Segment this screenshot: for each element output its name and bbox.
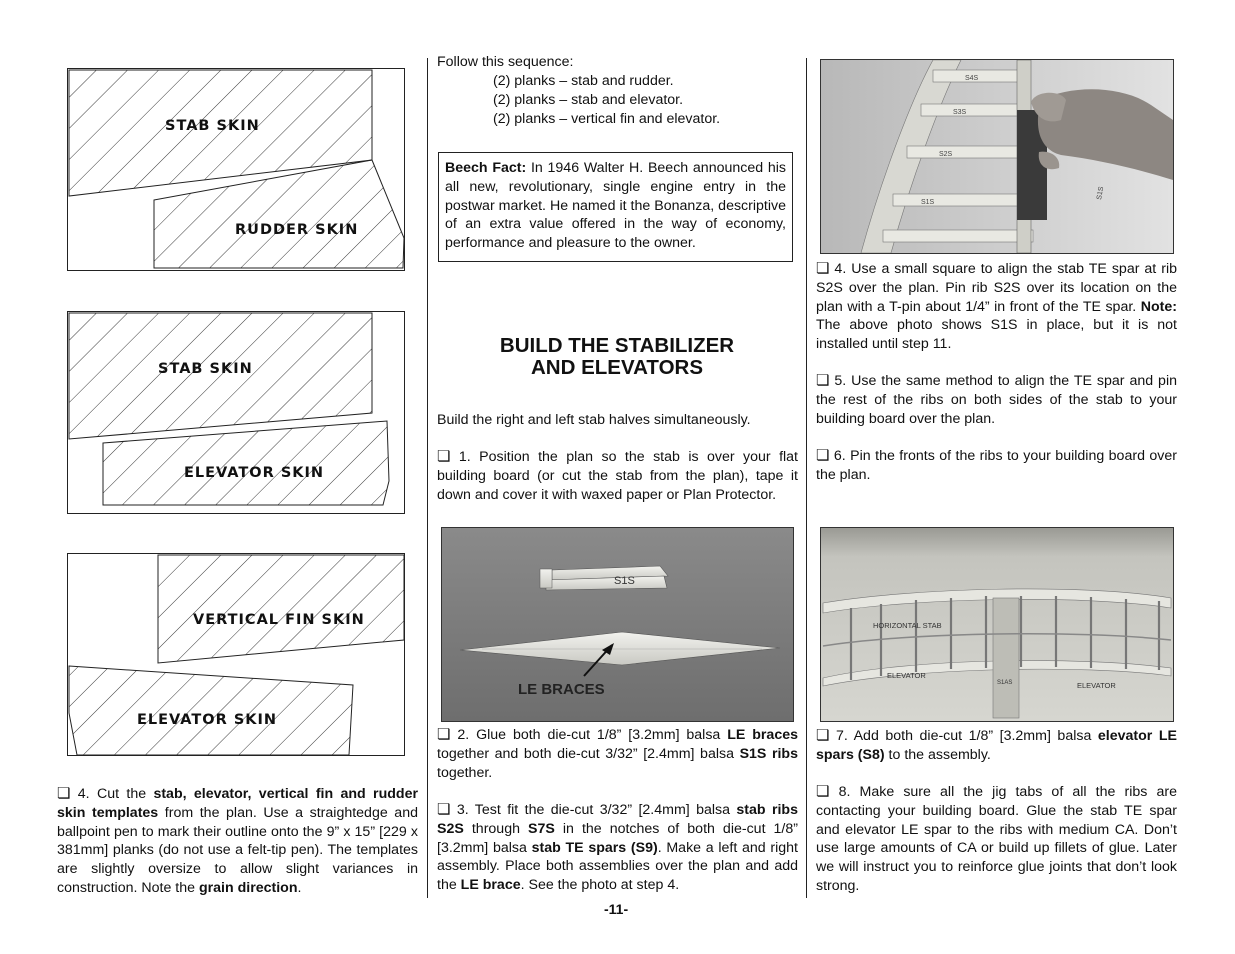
elevator-skin-label-2: ELEVATOR SKIN bbox=[137, 712, 278, 728]
photo-label-s1s-a: S1S bbox=[921, 199, 935, 206]
checkbox-step-8[interactable]: ❏ bbox=[816, 783, 830, 800]
photo-label-elevator-left: ELEVATOR bbox=[887, 671, 926, 680]
stab-skin-label-2: STAB SKIN bbox=[158, 361, 253, 377]
photo-square-alignment bbox=[820, 59, 1174, 254]
photo-label-s3s: S3S bbox=[953, 109, 967, 116]
col3-step4: ❏ 4. Use a small square to align the stab TE spar at rib S2S over the plan. Pin rib S2S over its location on the plan with a T-pin about 1/4” in front of the TE spar. Note: The above photo shows S1S in place, but it is not installed until step 11. bbox=[816, 260, 1177, 353]
checkbox-step-1[interactable]: ❏ bbox=[437, 448, 451, 465]
checkbox-step-2[interactable]: ❏ bbox=[437, 726, 451, 743]
photo-le-braces bbox=[441, 527, 794, 722]
section-intro: Build the right and left stab halves simultaneously. bbox=[437, 412, 751, 428]
vertical-fin-skin-label: VERTICAL FIN SKIN bbox=[193, 612, 365, 628]
column-divider-2 bbox=[806, 58, 807, 898]
col3-step5: ❏ 5. Use the same method to align the TE spar and pin the rest of the ribs on both sides of the stab to your building board over the plan. bbox=[816, 372, 1177, 427]
photo-label-elevator-right: ELEVATOR bbox=[1077, 681, 1116, 690]
col2-step1: ❏ 1. Position the plan so the stab is over your flat building board (or cut the stab from the plan), tape it down and cover it with waxed paper or Plan Protector. bbox=[437, 448, 798, 503]
checkbox-step-7[interactable]: ❏ bbox=[816, 727, 830, 744]
photo-label-le-braces: LE BRACES bbox=[518, 681, 605, 698]
col2-step2: ❏ 2. Glue both die-cut 1/8” [3.2mm] balsa LE braces together and both die-cut 3/32” [2.4mm] balsa S1S ribs together. bbox=[437, 726, 798, 781]
photo-label-s4s: S4S bbox=[965, 75, 979, 82]
col3-step7: ❏ 7. Add both die-cut 1/8” [3.2mm] balsa elevator LE spars (S8) to the assembly. bbox=[816, 727, 1177, 763]
template-stab-elevator bbox=[67, 311, 407, 515]
photo-stab-assembly bbox=[820, 527, 1174, 722]
photo-label-s1as: S1AS bbox=[997, 680, 1013, 686]
sequence-intro: Follow this sequence: bbox=[437, 54, 574, 70]
stab-skin-label-1: STAB SKIN bbox=[165, 118, 260, 134]
template-stab-rudder bbox=[67, 68, 407, 272]
photo-label-s1s-b: S1S bbox=[1096, 186, 1106, 201]
beech-fact-text: In 1946 Walter H. Beech announced his all new, revolutionary, single engine entry in the postwar market. He named it the Bonanza, descriptive of an extra value offered in the way of economy, performance and pleasure to the owner. bbox=[445, 160, 787, 252]
rudder-skin-label: RUDDER SKIN bbox=[235, 222, 359, 238]
checkbox-step-6[interactable]: ❏ bbox=[816, 447, 830, 464]
col3-step6: ❏ 6. Pin the fronts of the ribs to your building board over the plan. bbox=[816, 447, 1177, 483]
photo-label-s2s: S2S bbox=[939, 151, 953, 158]
sequence-item-2: (2) planks – stab and elevator. bbox=[493, 92, 684, 108]
checkbox-step-4[interactable]: ❏ bbox=[816, 260, 830, 277]
col2-step3: ❏ 3. Test fit the die-cut 3/32” [2.4mm] balsa stab ribs S2S through S7S in the notches of both die-cut 1/8” [3.2mm] balsa stab TE spars (S9). Make a left and right assembly. Place both assemblies over the plan and add the LE brace. See the photo at step 4. bbox=[437, 801, 798, 894]
photo-label-horizontal-stab: HORIZONTAL STAB bbox=[873, 621, 942, 630]
col3-step8: ❏ 8. Make sure all the jig tabs of all the ribs are contacting your building board. Glue the stab TE spar and elevator LE spar to the ribs with medium CA. Don’t use large amounts of CA or build up fillets of glue. Later we will instruct you to reinforce glue joints that don’t look strong. bbox=[816, 783, 1177, 894]
column-divider-1 bbox=[427, 58, 428, 898]
photo-label-s1s: S1S bbox=[614, 575, 635, 587]
template-fin-elevator bbox=[67, 553, 407, 757]
col1-step4: ❏ 4. Cut the stab, elevator, vertical fin and rudder skin templates from the plan. Use a straightedge and ballpoint pen to mark their outline onto the 9” x 15” [229 x 381mm] planks (do not use a felt-tip pen). The templates are slightly oversize to allow slight variances in construction. Note the grain direction. bbox=[57, 785, 418, 896]
sequence-item-1: (2) planks – stab and rudder. bbox=[493, 73, 674, 89]
checkbox-step-3[interactable]: ❏ bbox=[437, 801, 451, 818]
beech-fact-box bbox=[438, 152, 793, 262]
beech-fact-label: Beech Fact: bbox=[445, 160, 527, 176]
page-number: -11- bbox=[604, 901, 629, 917]
checkbox-step-5[interactable]: ❏ bbox=[816, 372, 830, 389]
checkbox-step-col1-4[interactable]: ❏ bbox=[57, 785, 71, 802]
elevator-skin-label-1: ELEVATOR SKIN bbox=[184, 465, 325, 481]
section-heading: BUILD THE STABILIZER AND ELEVATORS bbox=[499, 334, 735, 379]
sequence-item-3: (2) planks – vertical fin and elevator. bbox=[493, 111, 721, 127]
